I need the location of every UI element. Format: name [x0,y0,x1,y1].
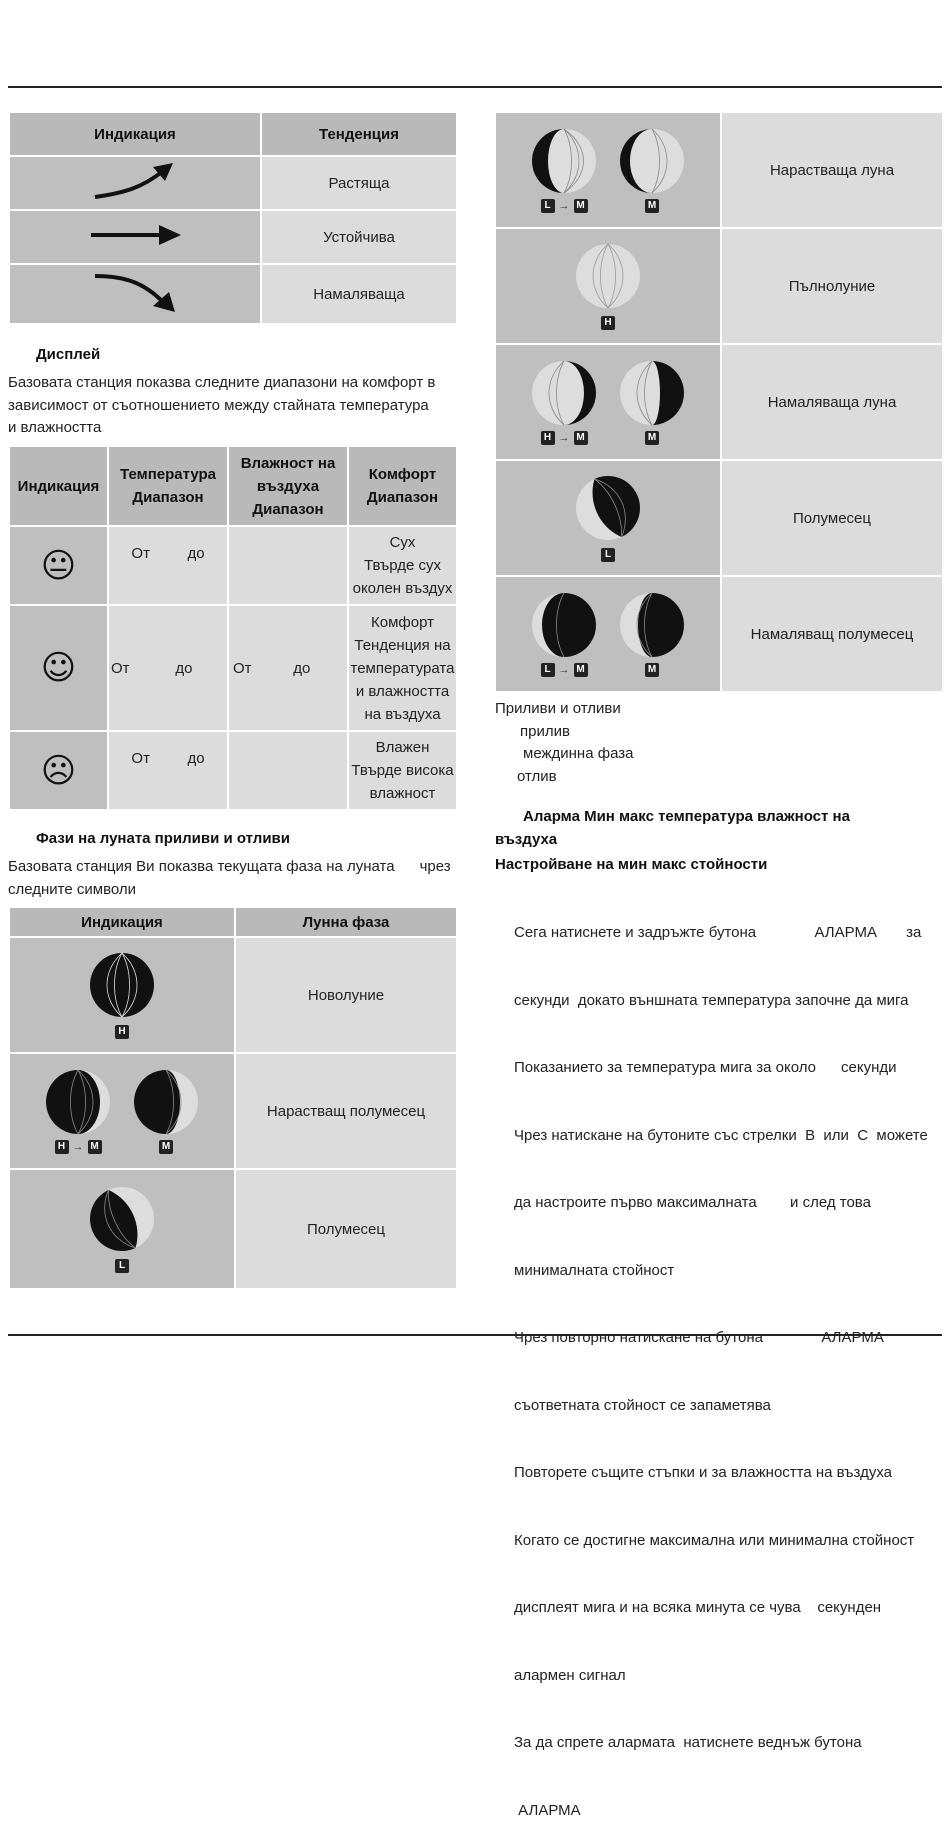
half-moon-icon [574,474,642,542]
comfort-range: Сух Твърде сух околен въздух [348,526,457,605]
display-paragraph: Базовата станция показва следните диапазони на комфорт в зависимост от съотношението между стайната температура и влажността [8,374,436,436]
steady-arrow-icon [9,210,261,264]
neutral-face-icon: 😐 [9,526,108,605]
comfort-table [8,445,458,811]
falling-arrow-icon [9,264,261,324]
tide-badge-l: L [541,199,555,213]
rising-arrow-icon [9,156,261,210]
tide-badge-m: M [645,663,659,677]
moon-indication [495,228,721,344]
moon-phase-label: Пълнолуние [721,228,943,344]
display-heading: Дисплей [36,346,101,363]
humidity-range: От до [228,605,348,731]
moon-header-indication: Индикация [9,907,235,937]
moon-table-left [8,906,458,1290]
trend-header-indication: Индикация [9,112,261,156]
moon-indication: L → M M [495,112,721,228]
tide-badge-l: L [601,548,615,562]
tide-badge-m: M [645,431,659,445]
smiling-face-icon: ☺ [9,605,108,731]
tide-badge-m: M [574,663,588,677]
temp-range: От до [108,731,228,810]
top-rule [8,86,942,88]
tides-title: Приливи и отливи [495,700,621,717]
moon-indication: L → M M [495,576,721,692]
trend-label: Растяща [261,156,457,210]
waning-crescent-moon-icon [618,591,686,659]
moon-indication: H → M M [495,344,721,460]
moon-phase-label: Намаляваща луна [721,344,943,460]
moon-indication [9,1169,235,1289]
moon-paragraph: Базовата станция Ви показва текущата фаза на луната чрез следните символи [8,858,451,898]
moon-phase-label: Новолуние [235,937,457,1053]
waning-crescent-moon-icon [530,591,598,659]
new-moon-icon [88,951,156,1019]
waxing-crescent-moon-icon [132,1068,200,1136]
alarm-heading: Аларма Мин макс температура влажност на въздуха [495,808,850,848]
humidity-range [228,526,348,605]
tide-badge-h: H [55,1140,69,1154]
moon-phase-label: Полумесец [721,460,943,576]
tide-item: отлив [517,767,557,785]
moon-header-phase: Лунна фаза [235,907,457,937]
tide-item: междинна фаза [523,745,634,762]
waxing-gibbous-moon-icon [530,127,598,195]
waning-gibbous-moon-icon [530,359,598,427]
comfort-range: Влажен Твърде висока влажност [348,731,457,810]
comfort-header-temp: Температура Диапазон [108,446,228,526]
tide-badge-l: L [541,663,555,677]
alarm-instructions: Сега натиснете и задръжте бутона АЛАРМА за секунди докато външната температура започне да мига Показанието за температура мига за около секунди Чрез натискане на бутоните със стрелки В или С можете да настроите първо максималната и след това минималната стойност Чрез повторно натискане на бутона АЛАРМА съответната стойност се запаметява Повторете същите стъпки и за влажността на въздуха Когато се достигне максимална или минимална стойност дисплеят мига и на всяка минута се чува секунден алармен сигнал За да спрете алармата натиснете веднъж бутона АЛАРМА [514,924,928,1819]
tide-badge-m: M [645,199,659,213]
tide-badge-m: M [574,199,588,213]
moon-heading: Фази на луната приливи и отливи [36,830,290,847]
comfort-header-comfort: Комфорт Диапазон [348,446,457,526]
tide-badge-l: L [115,1259,129,1273]
tide-badge-m: M [88,1140,102,1154]
tide-badge-h: H [115,1025,129,1039]
tide-badge-h: H [541,431,555,445]
tide-badge-h: H [601,316,615,330]
trend-label: Намаляваща [261,264,457,324]
frowning-face-icon: ☹ [9,731,108,810]
waxing-crescent-moon-icon [44,1068,112,1136]
trend-header-trend: Тенденция [261,112,457,156]
moon-indication [495,460,721,576]
trend-table [8,111,458,325]
trend-label: Устойчива [261,210,457,264]
half-moon-icon [88,1185,156,1253]
alarm-subheading: Настройване на мин макс стойности [495,856,768,873]
comfort-header-humidity: Влажност на въздуха Диапазон [228,446,348,526]
temp-range: От до [108,605,228,731]
moon-indication [9,937,235,1053]
moon-phase-label: Полумесец [235,1169,457,1289]
full-moon-icon [574,242,642,310]
moon-table-right [494,111,944,693]
moon-indication: H → M M [9,1053,235,1169]
tides-list [495,698,935,788]
waxing-gibbous-moon-icon [618,127,686,195]
moon-phase-label: Нарастваща луна [721,112,943,228]
comfort-header-indication: Индикация [9,446,108,526]
humidity-range [228,731,348,810]
waning-gibbous-moon-icon [618,359,686,427]
tide-item: прилив [520,722,570,740]
comfort-range: Комфорт Тенденция на температурата и влажността на въздуха [348,605,457,731]
tide-badge-m: M [159,1140,173,1154]
moon-phase-label: Намаляващ полумесец [721,576,943,692]
moon-phase-label: Нарастващ полумесец [235,1053,457,1169]
temp-range: От до [108,526,228,605]
tide-badge-m: M [574,431,588,445]
